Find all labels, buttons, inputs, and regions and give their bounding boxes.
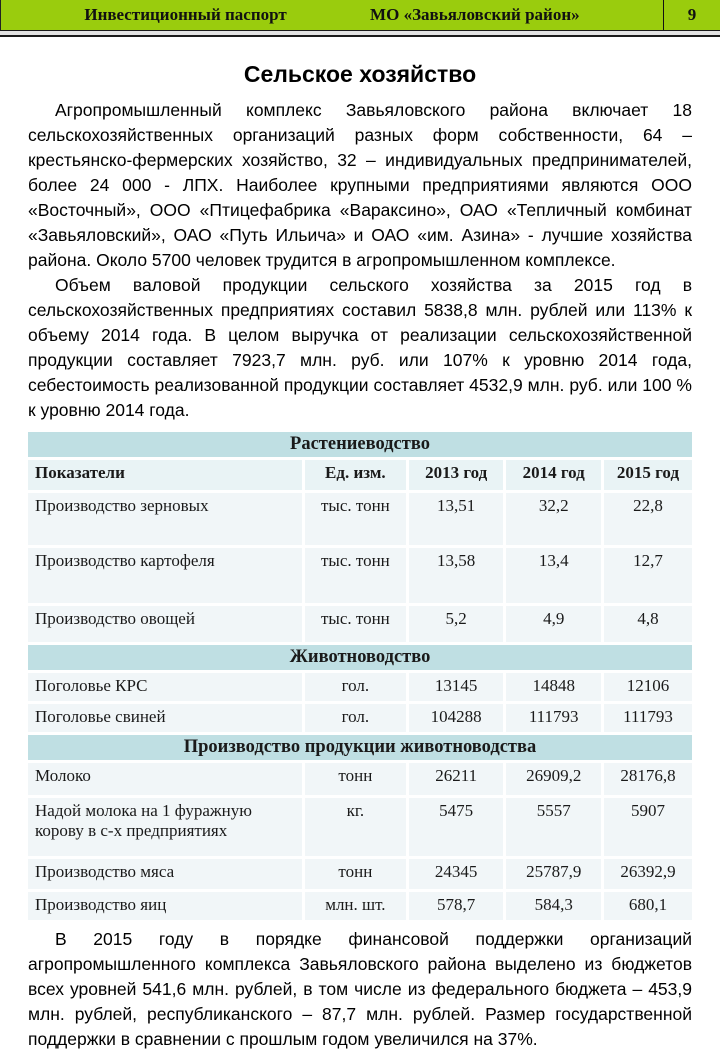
row-value-2014: 32,2 <box>506 493 601 545</box>
row-value-2015: 680,1 <box>604 892 692 920</box>
table-row-vegetables <box>28 606 692 642</box>
table-row-milk-yield <box>28 798 692 856</box>
row-value-2015: 5907 <box>604 798 692 856</box>
row-value-2014: 14848 <box>506 673 601 701</box>
header-titles <box>1 0 663 30</box>
agriculture-table <box>25 429 695 923</box>
row-value-2014: 111793 <box>506 704 601 732</box>
paragraph-gross-output: Объем валовой продукции сельского хозяйства за 2015 год в сельскохозяйственных предприятиях составил 5838,8 млн. рублей или 113% к объему 2014 года. В целом выручка от реализации сельскохозяйственной продукции составляет 7923,7 млн. руб. или 107% к уровню 2014 года, себестоимость реализованной продукции составляет 4532,9 млн. руб. или 100 % к уровню 2014 года. <box>28 275 692 420</box>
table-row-eggs <box>28 892 692 920</box>
row-value-2015: 111793 <box>604 704 692 732</box>
section-title-livestock: Животноводство <box>28 645 692 670</box>
table-row-potato <box>28 548 692 603</box>
row-value-2013: 26211 <box>409 763 504 795</box>
row-unit: тыс. тонн <box>305 548 406 603</box>
row-value-2015: 26392,9 <box>604 859 692 889</box>
row-value-2015: 22,8 <box>604 493 692 545</box>
row-value-2013: 24345 <box>409 859 504 889</box>
row-value-2015: 12,7 <box>604 548 692 603</box>
row-value-2014: 5557 <box>506 798 601 856</box>
row-label: Поголовье КРС <box>28 673 302 701</box>
header-divider <box>0 30 720 37</box>
table-section-crop-row <box>28 432 692 457</box>
row-value-2015: 28176,8 <box>604 763 692 795</box>
header-bar <box>0 0 720 37</box>
row-unit: тыс. тонн <box>305 606 406 642</box>
row-value-2015: 4,8 <box>604 606 692 642</box>
row-value-2013: 104288 <box>409 704 504 732</box>
row-value-2013: 13,51 <box>409 493 504 545</box>
row-value-2014: 26909,2 <box>506 763 601 795</box>
row-label: Поголовье свиней <box>28 704 302 732</box>
row-value-2013: 5475 <box>409 798 504 856</box>
col-header-2014: 2014 год <box>506 460 601 490</box>
table-row-grain <box>28 493 692 545</box>
row-label: Производство картофеля <box>28 548 302 603</box>
row-value-2014: 25787,9 <box>506 859 601 889</box>
page-content <box>0 37 720 1052</box>
row-value-2013: 578,7 <box>409 892 504 920</box>
row-unit: гол. <box>305 673 406 701</box>
page-title: Сельское хозяйство <box>243 61 477 87</box>
col-header-2015: 2015 год <box>604 460 692 490</box>
page-number: 9 <box>663 0 720 30</box>
row-unit: кг. <box>305 798 406 856</box>
municipality-title: МО «Завьяловский район» <box>370 5 580 24</box>
table-row-milk <box>28 763 692 795</box>
row-unit: гол. <box>305 704 406 732</box>
document-title: Инвестиционный паспорт <box>84 5 287 24</box>
table-row-meat <box>28 859 692 889</box>
row-label: Производство яиц <box>28 892 302 920</box>
row-unit: млн. шт. <box>305 892 406 920</box>
paragraph-financial-support: В 2015 году в порядке финансовой поддержки организаций агропромышленного комплекса Завьяловского района выделено из бюджетов всех уровней 541,6 млн. рублей, в том числе из федерального бюджета – 453,9 млн. рублей, республиканского – 87,7 млн. рублей. Размер государственной поддержки в сравнении с прошлым годом увеличился на 37%. <box>28 929 692 1049</box>
row-value-2013: 5,2 <box>409 606 504 642</box>
row-label: Производство овощей <box>28 606 302 642</box>
row-label: Производство мяса <box>28 859 302 889</box>
row-value-2015: 12106 <box>604 673 692 701</box>
row-value-2014: 4,9 <box>506 606 601 642</box>
col-header-unit: Ед. изм. <box>305 460 406 490</box>
section-title-crop: Растениеводство <box>28 432 692 457</box>
row-label: Молоко <box>28 763 302 795</box>
row-value-2014: 584,3 <box>506 892 601 920</box>
row-value-2013: 13,58 <box>409 548 504 603</box>
table-section-livestock-row <box>28 645 692 670</box>
row-label: Надой молока на 1 фуражную корову в с-х предприятиях <box>28 798 302 856</box>
section-title-production: Производство продукции животноводства <box>28 735 692 760</box>
row-unit: тыс. тонн <box>305 493 406 545</box>
table-row-cattle <box>28 673 692 701</box>
table-section-production-row <box>28 735 692 760</box>
paragraph-agro-complex: Агропромышленный комплекс Завьяловского района включает 18 сельскохозяйственных организаций разных форм собственности, 64 – крестьянско-фермерских хозяйство, 32 – индивидуальных предпринимателей, более 24 000 - ЛПХ. Наиболее крупными предприятиями являются ООО «Восточный», ООО «Птицефабрика «Вараксино», ОАО «Тепличный комбинат «Завьяловский», ОАО «Путь Ильича» и ОАО «им. Азина» - лучшие хозяйства района. Около 5700 человек трудится в агропромышленном комплексе. <box>28 100 692 270</box>
col-header-indicators: Показатели <box>28 460 302 490</box>
col-header-2013: 2013 год <box>409 460 504 490</box>
row-unit: тонн <box>305 763 406 795</box>
row-value-2013: 13145 <box>409 673 504 701</box>
row-unit: тонн <box>305 859 406 889</box>
row-label: Производство зерновых <box>28 493 302 545</box>
table-row-pigs <box>28 704 692 732</box>
row-value-2014: 13,4 <box>506 548 601 603</box>
table-header-row <box>28 460 692 490</box>
